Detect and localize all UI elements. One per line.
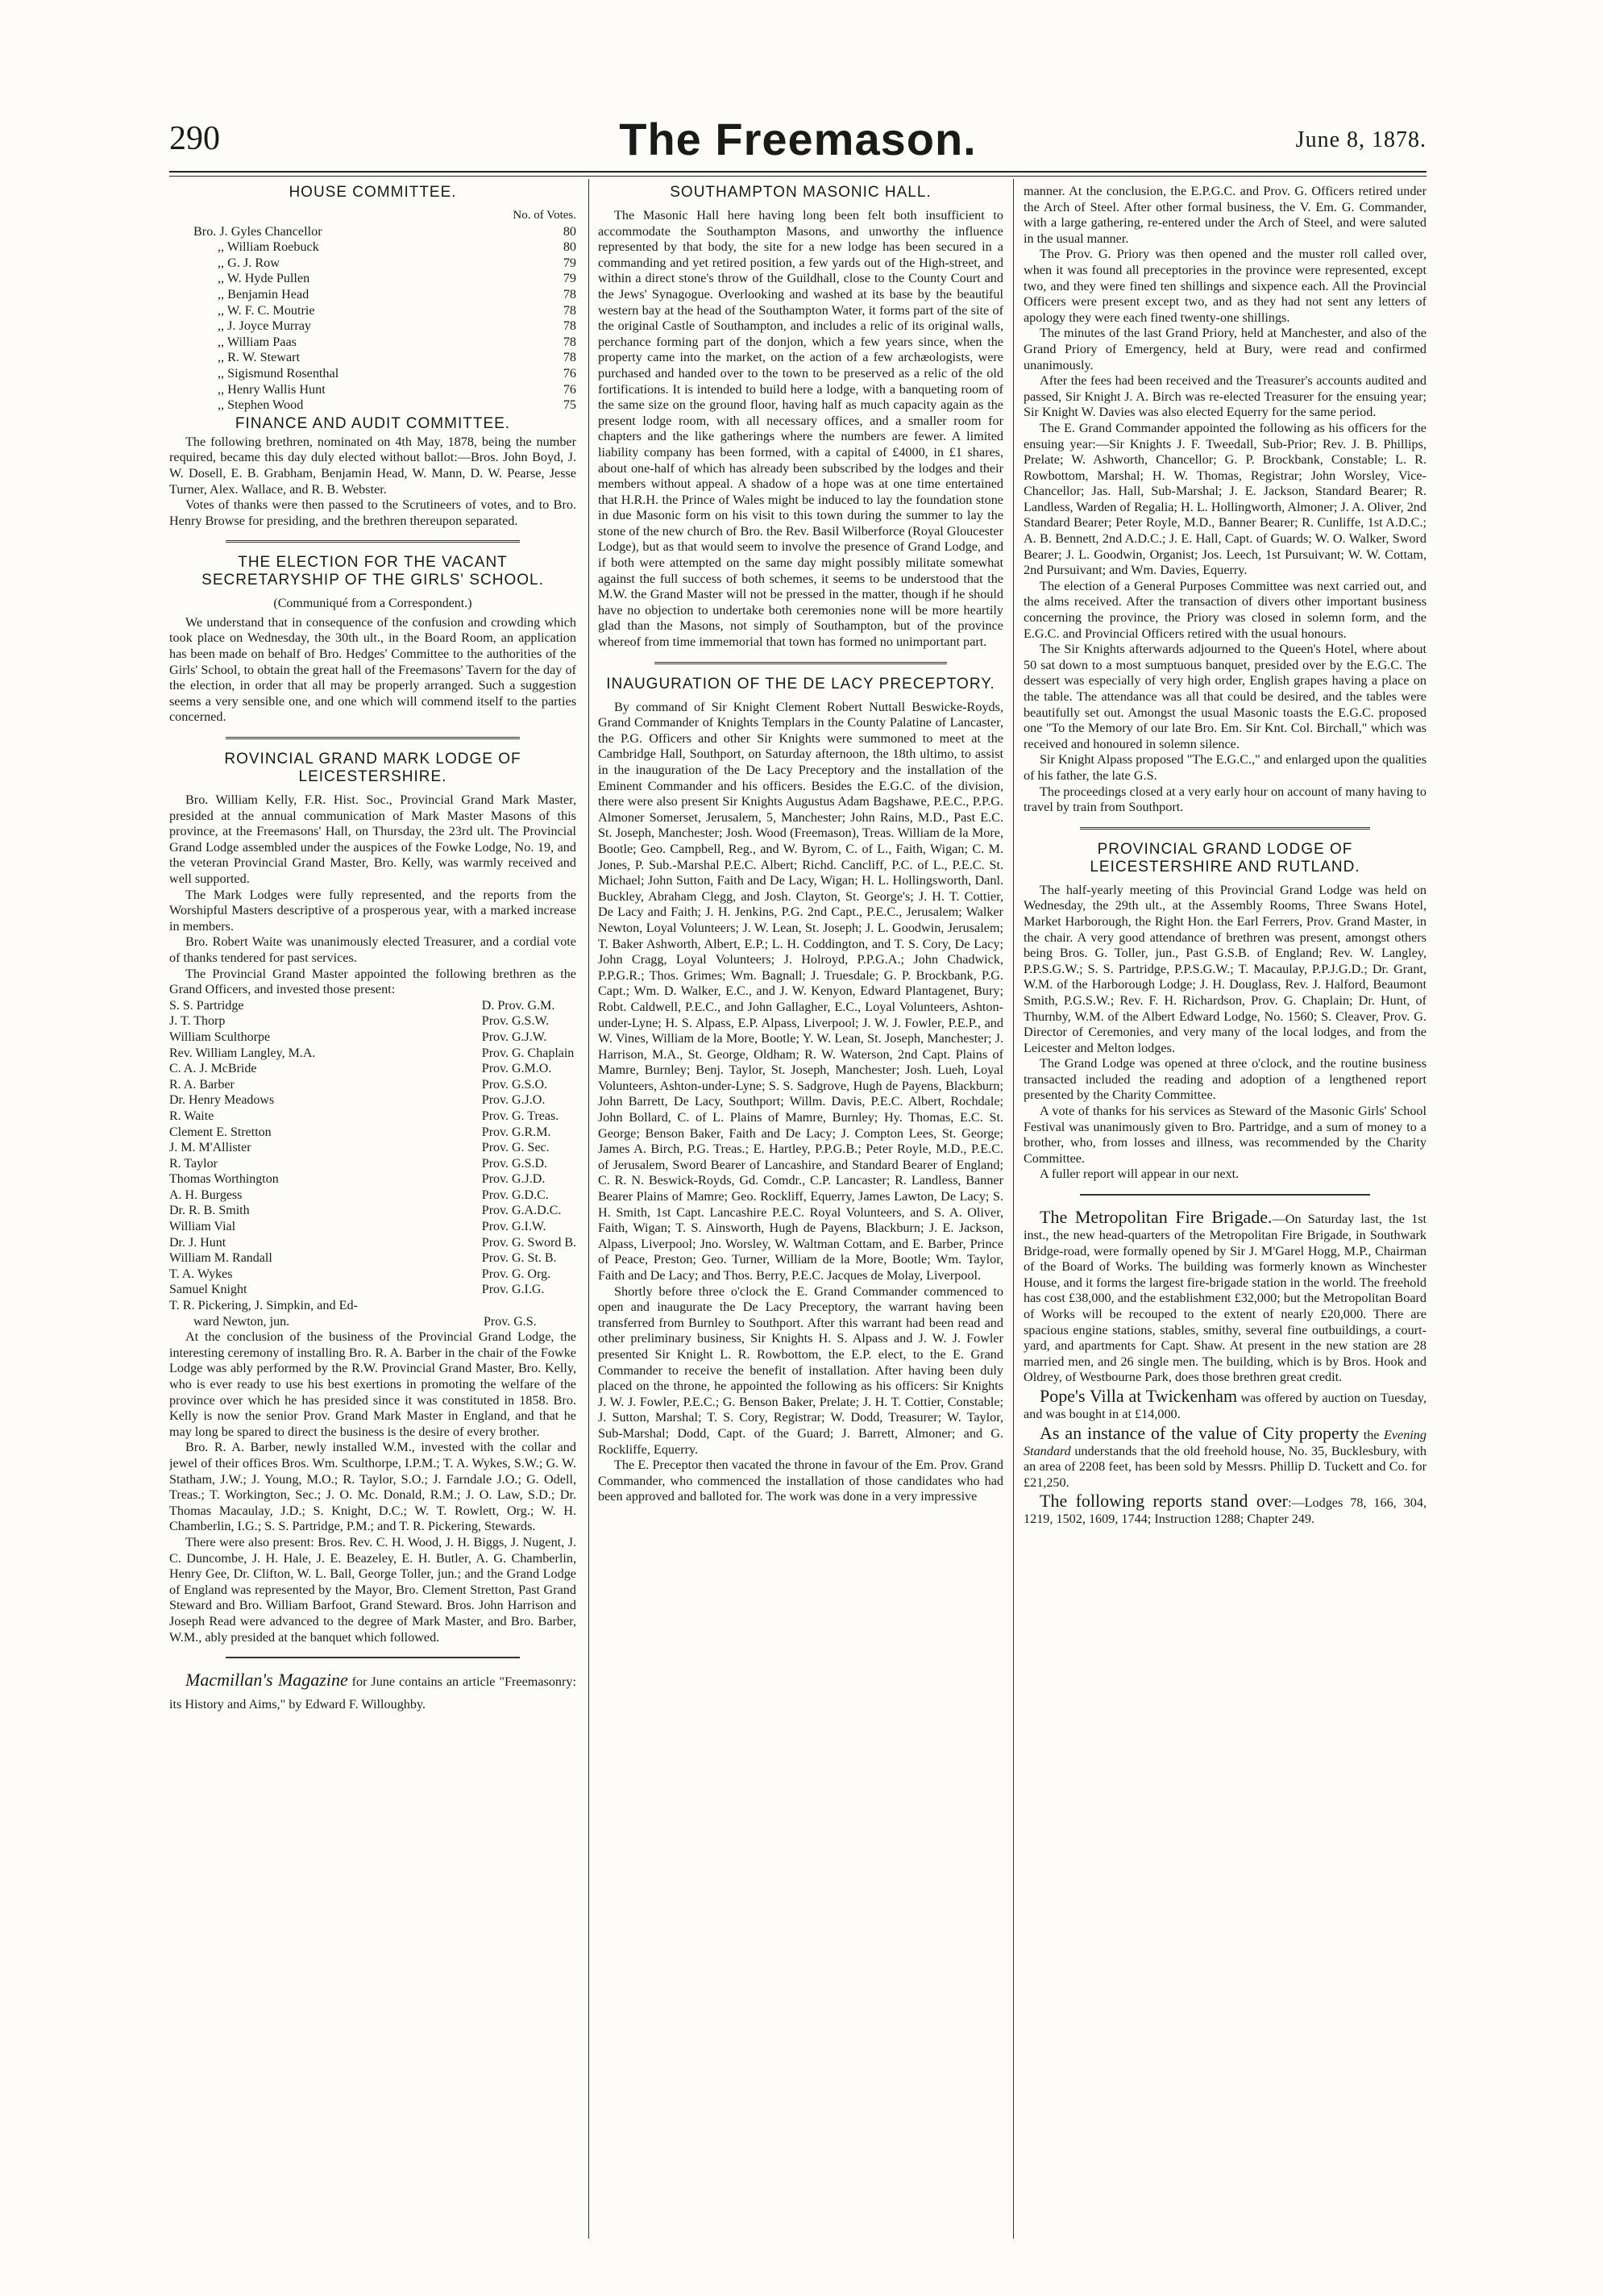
macmillan-title: Macmillan's Magazine [185, 1670, 348, 1691]
vote-count: 76 [563, 381, 576, 397]
officer-row [169, 1013, 576, 1029]
mark-lodge-heading: ROVINCIAL GRAND MARK LODGE OF LEICESTERSHIRE. [224, 751, 521, 786]
officer-office: Prov. G. St. B. [481, 1251, 557, 1266]
officer-office: Prov. G.M.O. [481, 1062, 552, 1076]
vote-count: 75 [563, 397, 576, 413]
vote-count: 78 [563, 318, 576, 334]
column-divider [588, 179, 589, 2239]
officer-name: Thomas Worthington [169, 1172, 279, 1187]
officer-row [169, 998, 576, 1014]
officer-name: William Vial [169, 1220, 236, 1234]
issue-date: June 8, 1878. [1295, 127, 1427, 152]
officer-office: Prov. G.S.D. [481, 1156, 547, 1171]
officer-row [169, 1108, 576, 1125]
officer-office: Prov. G.S.W. [481, 1014, 550, 1029]
officer-name: William M. Randall [169, 1251, 272, 1266]
continued-paragraph: The E. Grand Commander appointed the following as his officers for the ensuing year:—Sir Knights J. F. Tweedall, Sub-Prior; Rev. J. B. Phillips, Prelate; W. Ashworth, Chancellor; G. P. Brockbank, Constable; L. R. Rowbottom, Marshal; H. W. Thomas, Registrar; John Worsley, Vice-Chancellor; Jas. Hall, Sub-Marshal; J. E. Jackson, Standard Bearer; R. Landless, Warden of Regalia; H. L. Hollingworth, Almoner; J. A. Oliver, 2nd Standard Bearer; Peter Royle, M.D., Banner Bearer; R. Cunliffe, 1st A.D.C.; A. B. Bennett, 2nd A.D.C.; J. E. Hall, Capt. of Guards; W. O. Walker, Sword Bearer; J. L. Goodwin, Organist; Jos. Leech, 1st Pursuivant; W. W. Cottam, 2nd Pursuivant; and Wm. Davies, Equerry. [1024, 420, 1427, 578]
officer-office: Prov. G. Org. [481, 1267, 551, 1281]
reports-lead: The following reports stand over [1040, 1491, 1288, 1512]
election-subtitle: (Communiqué from a Correspondent.) [273, 597, 472, 611]
officer-row [169, 1219, 576, 1235]
officer-name: R. Taylor [169, 1156, 218, 1171]
officer-office: Prov. G.S.O. [481, 1077, 547, 1092]
vote-row [169, 366, 576, 382]
section-separator [654, 662, 947, 668]
officer-name: Rev. William Langley, M.A. [169, 1046, 316, 1060]
masthead-rule [169, 171, 1427, 173]
officer-row [169, 1046, 576, 1062]
house-committee-heading: HOUSE COMMITTEE. [289, 184, 457, 201]
vote-row [169, 303, 576, 319]
continued-paragraph: The Prov. G. Priory was then opened and the muster roll called over, when it was found all preceptories in the province were represented, except two, and they were fined ten shillings and sixpence each. All the Provincial Officers were present except two, and as they had not sent any letters of apology they were each fined twenty-one shillings. [1024, 247, 1427, 325]
officer-row [169, 1061, 576, 1077]
member-name: Bro. J. Gyles Chancellor [193, 223, 322, 239]
pope-villa-text: was offered by auction on Tuesday, and was bought in at £14,000. [1024, 1390, 1427, 1421]
finance-heading: FINANCE AND AUDIT COMMITTEE. [235, 414, 511, 432]
leicester-paragraph: A fuller report will appear in our next. [1040, 1167, 1240, 1182]
column-1 [169, 184, 576, 2256]
finance-paragraph: Votes of thanks were then passed to the Scrutineers of votes, and to Bro. Henry Browse for presiding, and the brethren thereupon separated. [169, 497, 576, 528]
masthead [169, 113, 1427, 169]
de-lacy-paragraph: The E. Preceptor then vacated the throne in favour of the Em. Prov. Grand Commander, who commenced the installation of those candidates who had been approved and balloted for. The work was done in a very impressive [598, 1458, 1003, 1504]
vote-row [169, 271, 576, 287]
reports-text: :—Lodges 78, 166, 304, 1219, 1502, 1609, 1744; Instruction 1288; Chapter 249. [1024, 1495, 1427, 1527]
city-property-text: the [1359, 1427, 1384, 1442]
mark-lodge-paragraph: The Provincial Grand Master appointed the following brethren as the Grand Officers, and invested those present: [169, 966, 576, 997]
officer-name: Dr. R. B. Smith [169, 1204, 250, 1218]
continued-paragraph: After the fees had been received and the Treasurer's accounts audited and passed, Sir Knight J. A. Birch was re-elected Treasurer for the ensuing year; Sir Knight W. Davies was also elected Equerry for the same period. [1024, 373, 1427, 420]
member-name: ,, Benjamin Head [218, 286, 309, 302]
page-number: 290 [169, 120, 220, 157]
vote-count: 80 [563, 239, 576, 255]
votes-table [169, 224, 576, 414]
vote-row [169, 256, 576, 272]
leicester-paragraph: The half-yearly meeting of this Provincial Grand Lodge was held on Wednesday, the 29th ult., at the Assembly Rooms, Three Swans Hotel, Market Harborough, the Right Hon. the Earl Ferrers, Prov. Grand Master, in the chair. A very good attendance of brethren was present, amongst others being Bros. G. Toller, jun., Past G.S.B. of England; Rev. W. Langley, P.P.S.G.W.; S. S. Partridge, P.P.S.G.W.; T. Macaulay, P.P.J.G.D.; Dr. Grant, W.M. of the Harborough Lodge; J. H. Douglass, Rev. J. Halford, Beaumont Smith, P.G.S.W.; Rev. F. H. Richardson, Prov. G. Chaplain; Dr. Hunt, of Thurnby, W.M. of the Albert Edward Lodge, No. 1560; S. Cleaver, Prov. G. Director of Ceremonies, and very many of the local lodges, and from the Leicester and Melton lodges. [1024, 882, 1427, 1055]
officer-office: Prov. G. Treas. [481, 1108, 559, 1123]
macmillan-text: for June contains an article "Freemasonry: its History and Aims," by Edward F. Willoughby. [169, 1674, 576, 1712]
officer-row [169, 1077, 576, 1093]
reports-item [1024, 1491, 1427, 1528]
continued-paragraph: The election of a General Purposes Committee was next carried out, and the alms received. After the transaction of divers other important business concerning the province, the Priory was closed in solemn form, and the E.G.C. and Provincial Officers retired with the usual honours. [1024, 578, 1427, 641]
vote-count: 79 [563, 271, 576, 286]
officer-name: Clement E. Stretton [169, 1125, 272, 1139]
continued-paragraph: The minutes of the last Grand Priory, held at Manchester, and also of the Grand Priory of Emergency, held at Bury, were read and confirmed unanimously. [1024, 326, 1427, 372]
officer-row [169, 1282, 576, 1298]
officer-office: Prov. G.I.G. [481, 1283, 545, 1297]
continued-paragraph: The proceedings closed at a very early hour on account of many having to travel by train from Southport. [1024, 784, 1427, 815]
officer-name: R. A. Barber [169, 1077, 235, 1092]
officers-table [169, 998, 576, 1298]
member-name: ,, William Paas [218, 334, 297, 349]
officer-office: Prov. G.J.D. [481, 1172, 546, 1187]
officer-name: J. T. Thorp [169, 1014, 226, 1029]
mark-lodge-paragraph: The Mark Lodges were fully represented, and the reports from the Worshipful Masters descriptive of a prosperous year, with a marked increase in members. [169, 887, 576, 934]
mark-lodge-paragraph: At the conclusion of the business of the Provincial Grand Lodge, the interesting ceremony of installing Bro. R. A. Barber in the chair of the Fowke Lodge was ably performed by the R.W. Provincial Grand Master, Bro. Kelly, who is ever ready to use his best exertions in promoting the welfare of the province over which he has presided since it was constituted in 1858. Bro. Kelly is now the senior Prov. Grand Mark Master in England, and that he may long be spared to direct the business is the desire of every brother. [169, 1329, 576, 1439]
leicester-paragraph: The Grand Lodge was opened at three o'clock, and the routine business transacted included the reading and adoption of a lengthened report presented by the Charity Committee. [1024, 1056, 1427, 1103]
mark-lodge-paragraph: There were also present: Bros. Rev. C. H. Wood, J. H. Biggs, J. Nugent, J. C. Duncombe, J. H. Hale, J. E. Beazeley, E. H. Butler, A. G. Chamberlin, Henry Gee, Dr. Clifton, W. L. Ball, George Toller, jun.; and the Grand Lodge of England was represented by the Mayor, Bro. Clement Stretton, Past Grand Steward and Bro. William Barfoot, Grand Steward. Bros. John Harrison and Joseph Read were advanced to the degree of Mark Master, and Bro. Barber, W.M., ably presided at the banquet which followed. [169, 1534, 576, 1645]
vote-count: 78 [563, 350, 576, 365]
officer-office: Prov. G.A.D.C. [481, 1204, 562, 1218]
mark-lodge-paragraph: Bro. Robert Waite was unanimously elected Treasurer, and a cordial vote of thanks tendered for past services. [169, 934, 576, 965]
member-name: ,, R. W. Stewart [218, 350, 301, 365]
column-divider [1013, 179, 1014, 2239]
officer-name: Dr. J. Hunt [169, 1235, 226, 1250]
member-name: ,, William Roebuck [218, 239, 319, 255]
member-name: ,, Sigismund Rosenthal [218, 365, 339, 381]
newspaper-title: The Freemason. [619, 114, 977, 164]
vote-count: 79 [563, 255, 576, 270]
officer-row [169, 1156, 576, 1172]
vote-count: 78 [563, 302, 576, 318]
pope-villa-lead: Pope's Villa at Twickenham [1040, 1385, 1238, 1406]
section-separator [1080, 1194, 1370, 1199]
officer-name: C. A. J. McBride [169, 1062, 257, 1076]
election-heading: THE ELECTION FOR THE VACANT SECRETARYSHIP OF THE GIRLS' SCHOOL. [201, 554, 544, 589]
votes-header: No. of Votes. [513, 209, 576, 222]
officer-row [169, 1203, 576, 1219]
column-3 [1024, 184, 1427, 2256]
officer-office: Prov. G. Sec. [481, 1141, 550, 1155]
fire-brigade-item [1024, 1207, 1427, 1386]
section-separator [226, 1657, 520, 1662]
finance-paragraph: The following brethren, nominated on 4th May, 1878, being the number required, became this day duly elected without ballot:—Bros. John Boyd, J. W. Dosell, E. B. Grabham, Benjamin Head, W. Mann, D. W. Pearse, Jesse Turner, Alex. Wallace, and R. B. Webster. [169, 434, 576, 497]
section-separator [226, 540, 520, 546]
officer-row [169, 1029, 576, 1046]
vote-row [169, 397, 576, 414]
member-name: ,, J. Joyce Murray [218, 318, 311, 334]
officer-name: William Sculthorpe [169, 1029, 271, 1044]
officer-row [169, 1140, 576, 1156]
vote-row [169, 335, 576, 351]
officer-row [169, 1171, 576, 1188]
continued-paragraph: Sir Knight Alpass proposed "The E.G.C.," and enlarged upon the qualities of his father, the late G.S. [1024, 752, 1427, 783]
mark-lodge-paragraph: Bro. R. A. Barber, newly installed W.M., invested with the collar and jewel of their offices Bros. Wm. Sculthorpe, I.P.M.; T. A. Wykes, S.W.; G. W. Statham, J.W.; J. Young, M.O.; R. Taylor, S.O.; J. Farndale J.O.; G. Odell, Treas.; T. Workington, Sec.; J. O. Mc. Donald, R.M.; J. O. Law, S.D.; Dr. Thomas Macaulay, J.D.; S. Knight, D.C.; W. T. Rowlett, Org.; W. H. Chamberlin, I.G.; S. S. Partridge, P.M.; and T. R. Pickering, Stewards. [169, 1440, 576, 1534]
officer-name: ward Newton, jun. [193, 1314, 290, 1329]
de-lacy-paragraph: By command of Sir Knight Clement Robert Nuttall Beswicke-Royds, Grand Commander of Knights Templars in the County Palatine of Lancaster, the P.G. Officers and other Sir Knights were summoned to meet at the Cambridge Hall, Southport, on Saturday afternoon, the 18th ultimo, to assist in the inauguration of the De Lacy Preceptory and the installation of the Eminent Commander and his officers. Besides the E.G.C. of the division, there were also present Sir Knights Augustus Adam Bagshawe, P.E.C., P.P.G. Almoner Somerset, Jerusalem, 5, Manchester; John Rains, M.D., Past E.C. St. Joseph, Manchester; Josh. Wood (Freemason), Treas. William de la More, Bootle; Geo. Campbell, Reg., and W. Byrom, C. of L., Faith, Wigan; C. M. Jones, P. Sub.-Marshal P.E.C. Albert; Richd. Cancliff, P.C. of L., P.E.C. St. Michael; John Sutton, Faith and De Lacy, Wigan; H. L. Hollingsworth, Danl. Buckley, Abraham Clegg, and Josh. Clayton, St. George's; J. H. T. Cottier, De Lacy and Faith; J. H. Jenkins, P.G. 2nd Capt., P.E.C., Jerusalem; Walker Newton, Loyal Volunteers; J. W. Lean, St. Joseph; J. L. Goodwin, Jerusalem; T. Baker Ashworth, Albert, E.P.; L. H. Coddington, and T. S. Cory, De Lacy; John Cragg, Loyal Volunteers; J. Holroyd, P.P.G.A.; John Chadwick, P.P.G.R.; Thos. Grimes; Wm. Bagnall; J. Truesdale; G. P. Brockbank, P.G. Capt.; Wm. D. Walker, E.C., and J. W. Kenyon, Edward Plantagenet, Bury; Robt. Caldwell, P.E.C., and John Gallagher, E.C., Loyal Volunteers, Ashton-under-Lyne; H. S. Alpass, E.P. Alpass, Liverpool; J. W. J. Fowler, P.E.P., and W. Vines, William de la More, Bootle; Y. W. Lean, St. Joseph, Manchester; J. Harrison, M.A., St. George, Oldham; R. W. Waterson, 2nd Capt. Plains of Mamre, Burnley; Benj. Taylor, St. Joseph, Manchester; Josh. Lueh, Loyal Volunteers, Ashton-under-Lyne; S. S. Sadgrove, Hugh de Payens, Blackburn; John Barrett, De Lacy, Southport; Willm. Davis, P.E.C. Albert, Rochdale; John Bollard, C. of L. Plains of Mamre, Burnley; Hy. Thomas, E.C. St. George; Benson Baker, Faith and De Lacy; J. Compton Lees, St. George; James A. Birch, P.G. Treas.; E. Hartley, P.P.G.B.; Peter Royle, M.D., P.E.C. of Jerusalem, Sword Bearer of Lancashire, and Standard Bearer of England; C. R. N. Beswick-Royds, Gd. Comdr., C.P. Lancaster; R. Landless, Banner Bearer Plains of Mamre; Geo. Rockliff, Equerry, James Lawton, De Lacy; S. H. Smith, 1st Capt. Lancashire P.E.C. Royal Volunteers, and S. A. Oliver, Faith, Wigan; T. S. Ainsworth, Hugh de Payens, Blackburn; J. E. Jackson, Alpass, Liverpool; Jno. Worsley, W. Waltman Cottam, and E. Barber, Prince of Peace, Preston; Geo. Turner, William de la More, Bootle; Wm. Taylor, Faith and De Lacy; and Thos. Berry, P.E.C. Jacques de Molay, Liverpool. [598, 699, 1003, 1283]
officer-name: Samuel Knight [169, 1283, 247, 1297]
member-name: ,, W. Hyde Pullen [218, 271, 310, 286]
city-property-lead: As an instance of the value of City property [1040, 1422, 1360, 1443]
officer-row [169, 1267, 576, 1283]
vote-count: 78 [563, 286, 576, 302]
section-separator [1080, 827, 1370, 833]
officers-last-row [169, 1314, 576, 1330]
leicester-paragraph: A vote of thanks for his services as Steward of the Masonic Girls' School Festival was unanimously given to Bro. Partridge, and a sum of money to a brother, who, from losses and illness, was recommended by the Charity Committee. [1024, 1104, 1427, 1166]
evening-standard-title: Evening Standard [1024, 1427, 1427, 1458]
officer-row [169, 1125, 576, 1141]
fire-brigade-lead: The Metropolitan Fire Brigade. [1040, 1207, 1273, 1228]
vote-row [169, 224, 576, 240]
officers-last-line: T. R. Pickering, J. Simpkin, and Ed- [169, 1298, 358, 1313]
continued-paragraph: manner. At the conclusion, the E.P.G.C. and Prov. G. Officers retired under the Arch of Steel. After other formal business, the V. Em. G. Commander, with a large gathering, re-entered under the Arch of Steel, and were saluted in the usual manner. [1024, 184, 1427, 246]
officer-office: Prov. G. Chaplain [481, 1046, 575, 1060]
vote-row [169, 318, 576, 335]
officer-row [169, 1250, 576, 1267]
officer-name: R. Waite [169, 1108, 214, 1123]
southampton-heading: SOUTHAMPTON MASONIC HALL. [670, 184, 932, 201]
vote-row [169, 382, 576, 398]
southampton-paragraph: The Masonic Hall here having long been felt both insufficient to accommodate the Southampton Masons, and unworthy the influence represented by that body, the site for a new lodge has been secured in a commanding and yet retired position, a few yards out of the High-street, and within a direct stone's throw of the Guildhall, close to the County Court and the Jews' Synagogue. Overlooking and washed at its base by the beautiful western bay at the head of the Southampton Water, it forms part of the site of the original Castle of Southampton, and includes a relic of its original walls, perchance forming part of the donjon, which a few years since, when the property came into the market, on the action of a few archæologists, were purchased and handed over to the town to be preserved as a relic of the old fortifications. It is intended to build here a lodge, with a banqueting room of the same size on the ground floor, having half as much capacity again as the present lodge room, with all necessary offices, and a smaller room for chapters and the like gatherings where the numbers are fewer. A limited liability company has been formed, with a capital of £4000, in £1 shares, about one-half of which has already been subscribed by the lodges and their members without appeal. A shadow of a hope was at one time entertained that H.R.H. the Prince of Wales might be induced to lay the foundation stone in due Masonic form on his visit to this town during the summer to lay the stone of the new church of Bro. the Rev. Basil Wilberforce (Royal Gloucester Lodge), but as that would seem to involve the presence of Grand Lodge, and if both were attempted on the same day might possibly militate somewhat against the full success of both schemes, it seems to be understood that the M.W. the Grand Master will not be pressed in the matter, though if he should have no objection to undertake both ceremonies none will be more heartily glad than the Masons, not simply of Southampton, but of the province whereof from time immemorial that town has formed no unimportant part. [598, 208, 1003, 650]
officer-office: Prov. G.D.C. [481, 1188, 549, 1202]
vote-count: 78 [563, 334, 576, 349]
leicester-heading: PROVINCIAL GRAND LODGE OF LEICESTERSHIRE AND RUTLAND. [1090, 840, 1360, 876]
officer-row [169, 1188, 576, 1204]
officer-name: Dr. Henry Meadows [169, 1093, 275, 1108]
vote-row [169, 287, 576, 303]
officer-office: D. Prov. G.M. [481, 998, 555, 1013]
de-lacy-paragraph: Shortly before three o'clock the E. Grand Commander commenced to open and inaugurate the De Lacy Preceptory, the warrant having been transferred from Burnley to Southport. After this warrant had been read and other preliminary business, Sir Knights H. S. Alpass and J. W. J. Fowler presented Sir Knight L. R. Rowbottom, the E.P. elect, to the E. Grand Commander to receive the benefit of installation. After having been duly placed on the throne, he appointed the following as his officers: Sir Knights J. W. J. Fowler, P.E.C.; G. Benson Baker, Prelate; J. H. T. Cottier, Constable; J. Sutton, Marshal; T. S. Cory, Registrar; W. Dodd, Treasurer; W. Taylor, Sub-Marshal; Dodd, Capt. of the Guard; J. Barrett, Almoner; and G. Rockliffe, Equerry. [598, 1283, 1003, 1457]
de-lacy-heading: INAUGURATION OF THE DE LACY PRECEPTORY. [606, 675, 995, 693]
member-name: ,, G. J. Row [218, 255, 280, 270]
member-name: ,, W. F. C. Moutrie [218, 302, 315, 318]
fire-brigade-text: —On Saturday last, the 1st inst., the new head-quarters of the Metropolitan Fire Brigade, in Southwark Bridge-road, were formally opened by Sir J. M'Garel Hogg, M.P., Chairman of the Board of Works. The building was formerly known as Winchester House, and it forms the largest fire-brigade station in the world. The freehold has cost £38,000, and the establishment £32,000; but the Metropolitan Board of Works will be recouped to the extent of nearly £20,000. There are spacious engine stations, stables, smithy, several fine outbuildings, a court-yard, and apartments for Capt. Shaw. At present in the new station are 28 married men, and 26 single men. The building, which is by Bros. Hook and Oldrey, of Westbourne Park, does those brethren great credit. [1024, 1212, 1427, 1385]
vote-count: 76 [563, 365, 576, 381]
officer-office: Prov. G.I.W. [481, 1220, 546, 1234]
continued-paragraph: The Sir Knights afterwards adjourned to the Queen's Hotel, where about 50 sat down to a most sumptuous banquet, presided over by the E.G.C. The dessert was especially of very high order, English grapes having a place on the table. The attendance was all that could be desired, and the tables were beautifully set out. Amongst the usual Masonic toasts the E.G.C. proposed one "To the Memory of our late Bro. Em. Sir Knt. Col. Birchall," which was received and honoured in solemn silence. [1024, 642, 1427, 751]
officer-row [169, 1235, 576, 1251]
vote-count: 80 [563, 223, 576, 239]
officer-name: J. M. M'Allister [169, 1141, 251, 1155]
city-property-item [1024, 1423, 1427, 1491]
election-paragraph: We understand that in consequence of the confusion and crowding which took place on Wednesday, the 30th ult., in the Board Room, an application has been made on behalf of Bro. Hedges' Committee to the authorities of the Girls' School, to obtain the great hall of the Freemasons' Tavern for the day of the election, in order that all may be properly arranged. Such a suggestion seems a very sensible one, and one which will commend itself to the parties concerned. [169, 614, 576, 725]
pope-villa-item [1024, 1386, 1427, 1423]
officer-office: Prov. G.S. [484, 1314, 537, 1329]
vote-row [169, 239, 576, 256]
officer-office: Prov. G.J.O. [481, 1093, 546, 1108]
member-name: ,, Henry Wallis Hunt [218, 381, 326, 397]
vote-row [169, 350, 576, 366]
column-2 [598, 184, 1003, 2256]
member-name: ,, Stephen Wood [218, 397, 304, 413]
officer-row [169, 1092, 576, 1108]
mark-lodge-paragraph: Bro. William Kelly, F.R. Hist. Soc., Provincial Grand Mark Master, presided at the annual communication of Mark Master Masons of this province, at the Freemasons' Hall, on Thursday, the 23rd ult. The Provincial Grand Lodge assembled under the auspices of the Fowke Lodge, No. 19, and the veteran Provincial Grand Master, Bro. Kelly, was warmly received and well supported. [169, 792, 576, 886]
macmillan-notice [169, 1670, 576, 1715]
section-separator [226, 737, 520, 742]
officer-name: S. S. Partridge [169, 998, 244, 1013]
city-property-text: understands that the old freehold house, No. 35, Bucklesbury, with an area of 2208 feet, has been sold by Messrs. Phillip D. Tuckett and Co. for £21,250. [1024, 1443, 1427, 1490]
officer-name: T. A. Wykes [169, 1267, 233, 1281]
masthead-rule-thin [169, 176, 1427, 177]
officer-office: Prov. G.J.W. [481, 1029, 547, 1044]
officer-name: A. H. Burgess [169, 1188, 243, 1202]
officer-office: Prov. G.R.M. [481, 1125, 551, 1139]
officer-office: Prov. G. Sword B. [481, 1235, 576, 1250]
